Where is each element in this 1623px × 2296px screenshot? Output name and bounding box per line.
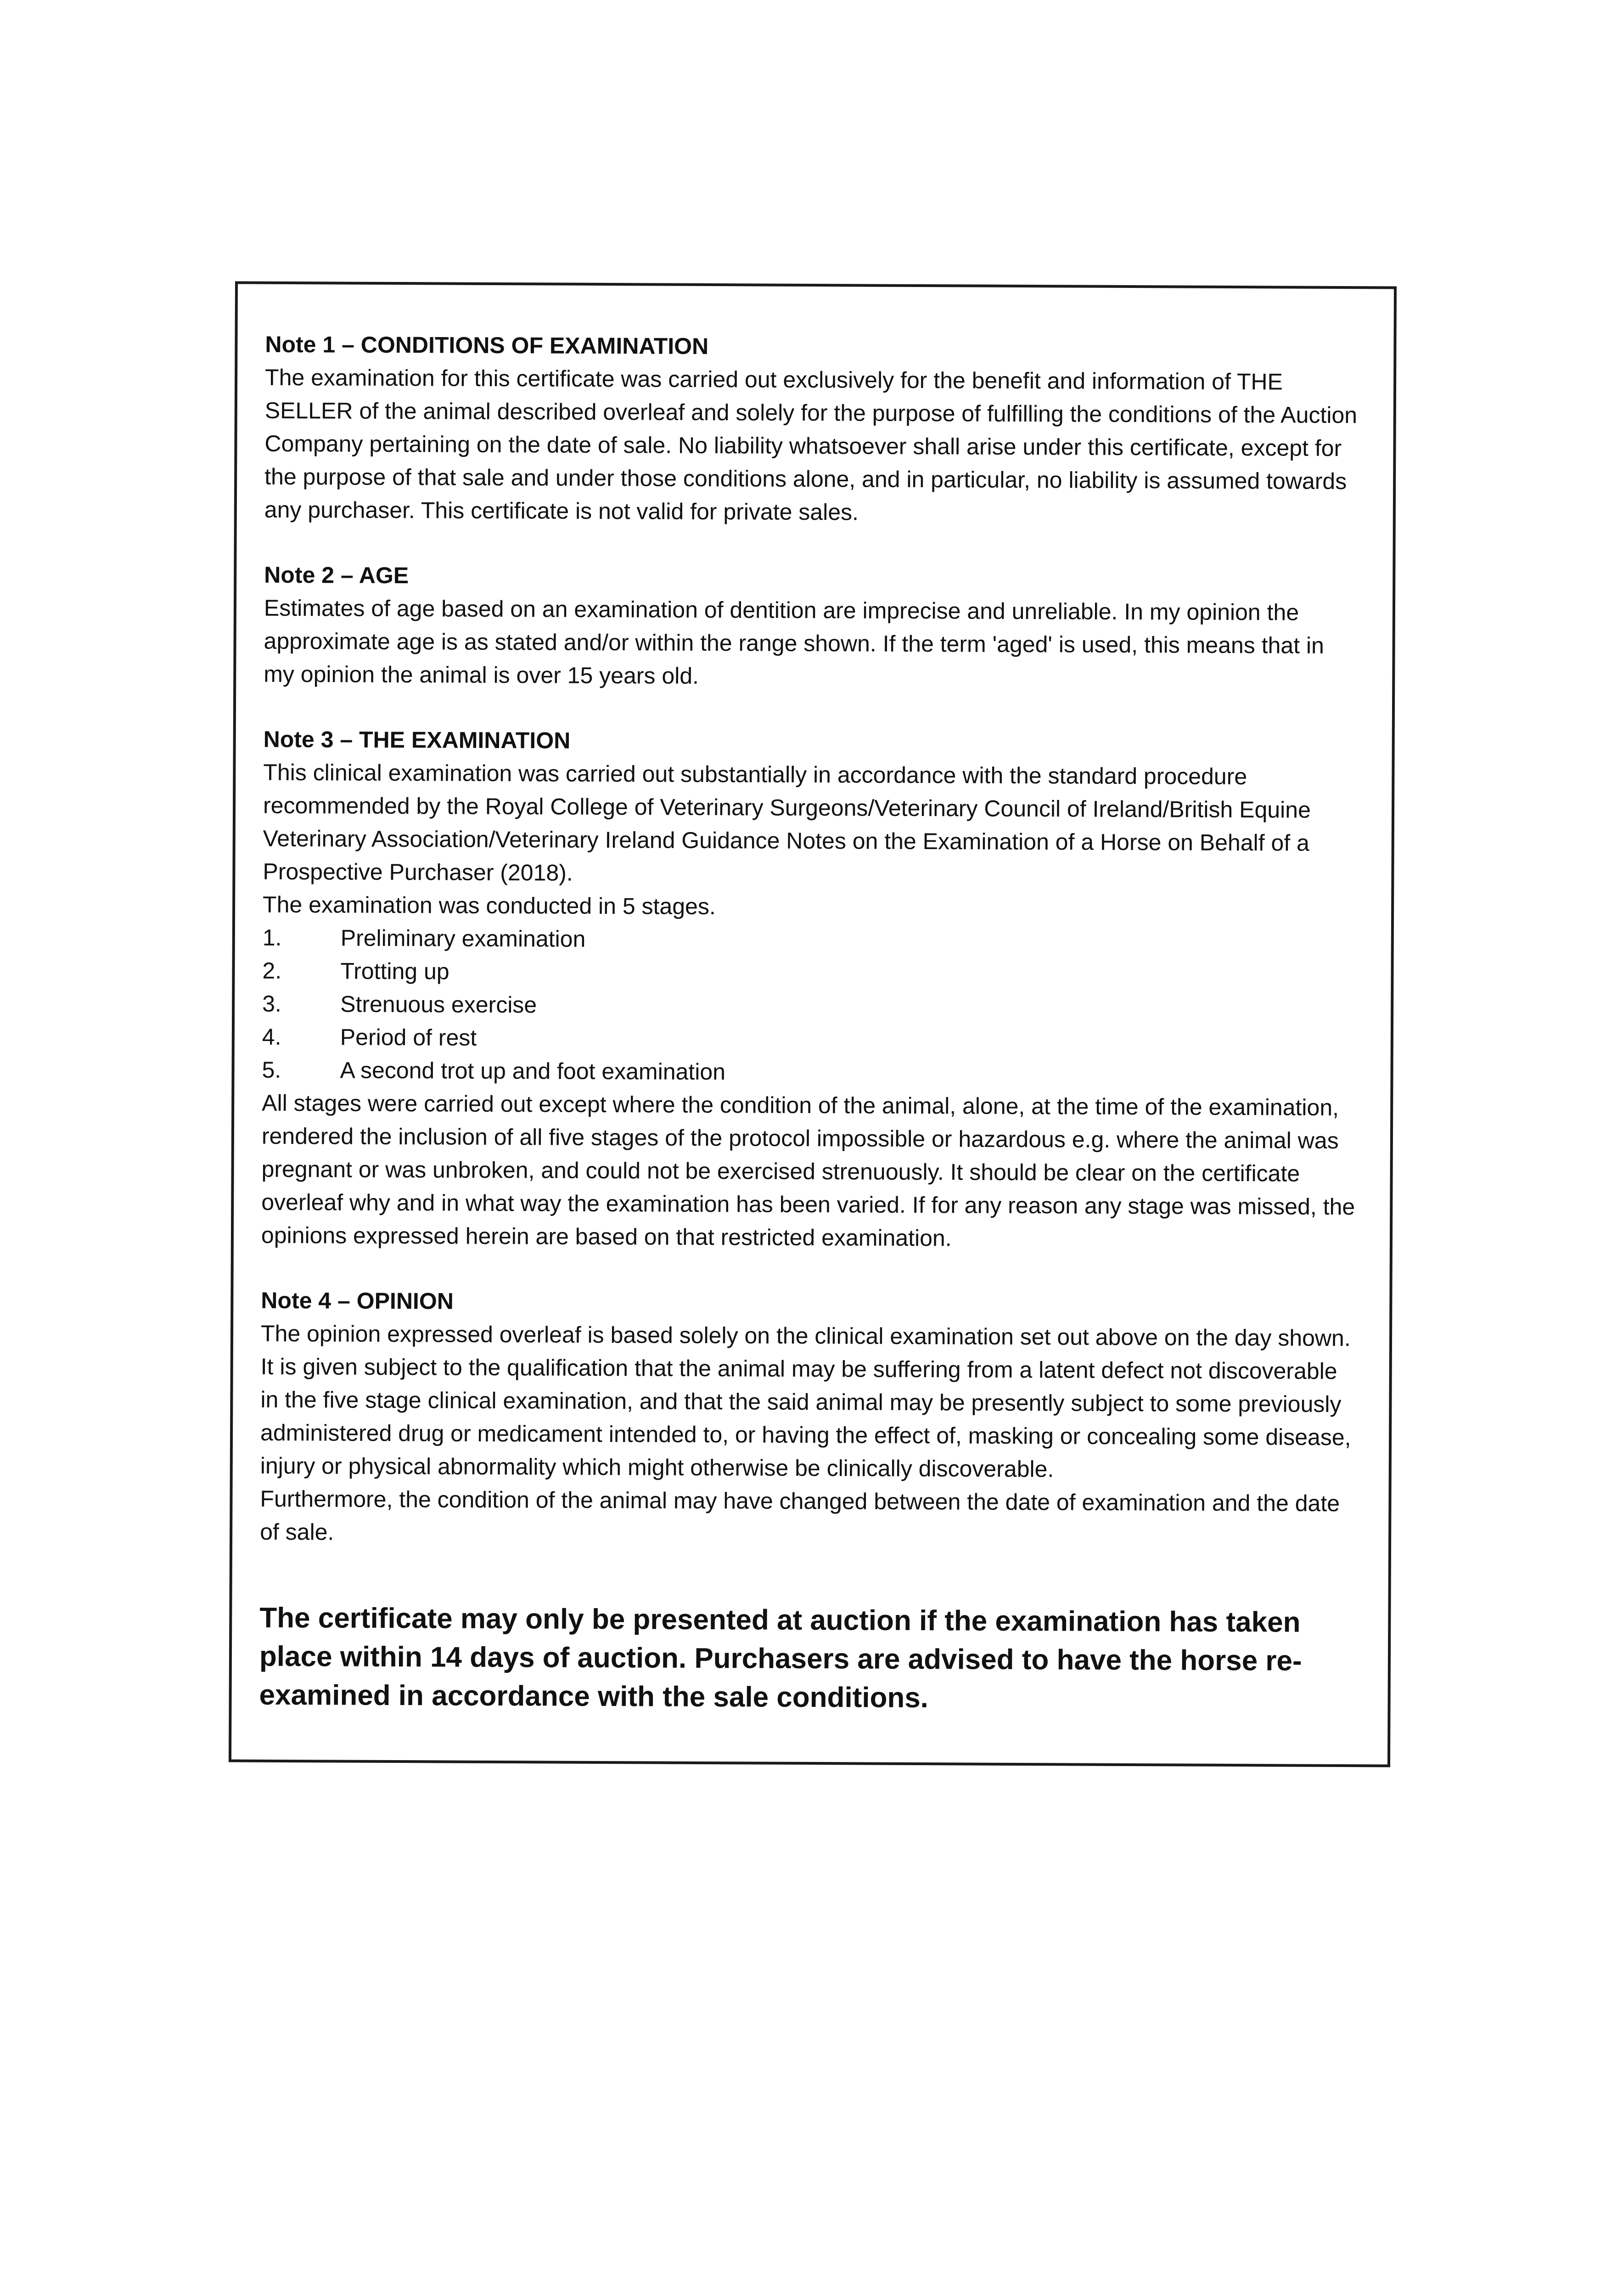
stage-number: 3. <box>262 990 282 1017</box>
note-1-body: The examination for this certificate was carried out exclusively for the benefit and information of THE SELLER of the animal described overleaf and solely for the purpose of fulfilling the conditions of the Auction Company pertaining on the date of sale. No liability whatsoever shall arise under this certificate, except for the purpose of that sale and under those conditions alone, and in particular, no liability is assumed towards any purchaser. This certificate is not valid for private sales. <box>264 364 1358 525</box>
stage-label: Preliminary examination <box>340 925 586 952</box>
list-item <box>262 1053 1358 1091</box>
note-2-age <box>264 558 1360 695</box>
note-3-closing: All stages were carried out except where the condition of the animal, alone, at the time of the examination, rendered the inclusion of all five stages of the protocol impossible or hazardous e.g. where the animal was pregnant or was unbroken, and could not be exercised strenuously. It should be clear on the certificate overleaf why and in what way the examination has been varied. If for any reason any stage was missed, the opinions expressed herein are based on that restricted examination. <box>261 1090 1355 1251</box>
stage-number: 2. <box>262 957 282 984</box>
note-4-body: The opinion expressed overleaf is based solely on the clinical examination set out above on the day shown. It is given subject to the qualification that the animal may be suffering from a latent defect not discoverable in the five stage clinical examination, and that the said animal may be presently subject to some previously administered drug or medicament intended to, or having the effect of, masking or concealing some disease, injury or physical abnormality which might otherwise be clinically discoverable. <box>260 1320 1351 1482</box>
note-3-heading: Note 3 – THE EXAMINATION <box>263 726 571 754</box>
stage-number: 1. <box>262 924 282 951</box>
stage-number: 5. <box>262 1057 281 1083</box>
note-3-examination <box>261 723 1360 1256</box>
note-2-body: Estimates of age based on an examination of dentition are imprecise and unreliable. In my opinion the approximate age is as stated and/or within the range shown. If the term 'aged' is used, this means that in my opinion the animal is over 15 years old. <box>264 595 1325 689</box>
stage-label: Strenuous exercise <box>340 991 537 1018</box>
stage-label: Period of rest <box>340 1024 477 1051</box>
stage-number: 4. <box>262 1024 281 1050</box>
list-item <box>263 921 1359 959</box>
note-1-conditions <box>264 328 1362 531</box>
note-3-intro: This clinical examination was carried out substantially in accordance with the standard procedure recommended by the Royal College of Veterinary Surgeons/Veterinary Council of Ireland/British Equine Veterinary Association/Veterinary Ireland Guidance Notes on the Examination of a Horse on Behalf of a Prospective Purchaser (2018). <box>263 759 1311 886</box>
list-item <box>262 987 1359 1025</box>
auction-validity-notice: The certificate may only be presented at auction if the examination has taken place within 14 days of auction. Purchasers are advised to have the horse re-examined in accordance with the sale conditions. <box>259 1602 1302 1714</box>
certificate-notes-box <box>229 281 1397 1767</box>
examination-stages-list <box>262 921 1359 1091</box>
note-4-heading: Note 4 – OPINION <box>261 1287 454 1314</box>
note-4-body-2: Furthermore, the condition of the animal may have changed between the date of examination and the date of sale. <box>260 1486 1340 1545</box>
note-1-heading: Note 1 – CONDITIONS OF EXAMINATION <box>265 331 709 359</box>
note-4-opinion <box>260 1284 1357 1553</box>
note-2-heading: Note 2 – AGE <box>264 562 409 589</box>
stage-label: A second trot up and foot examination <box>340 1057 726 1085</box>
stage-label: Trotting up <box>340 958 449 985</box>
note-3-stages-intro: The examination was conducted in 5 stages. <box>263 891 716 920</box>
list-item <box>262 954 1359 992</box>
list-item <box>262 1020 1359 1058</box>
